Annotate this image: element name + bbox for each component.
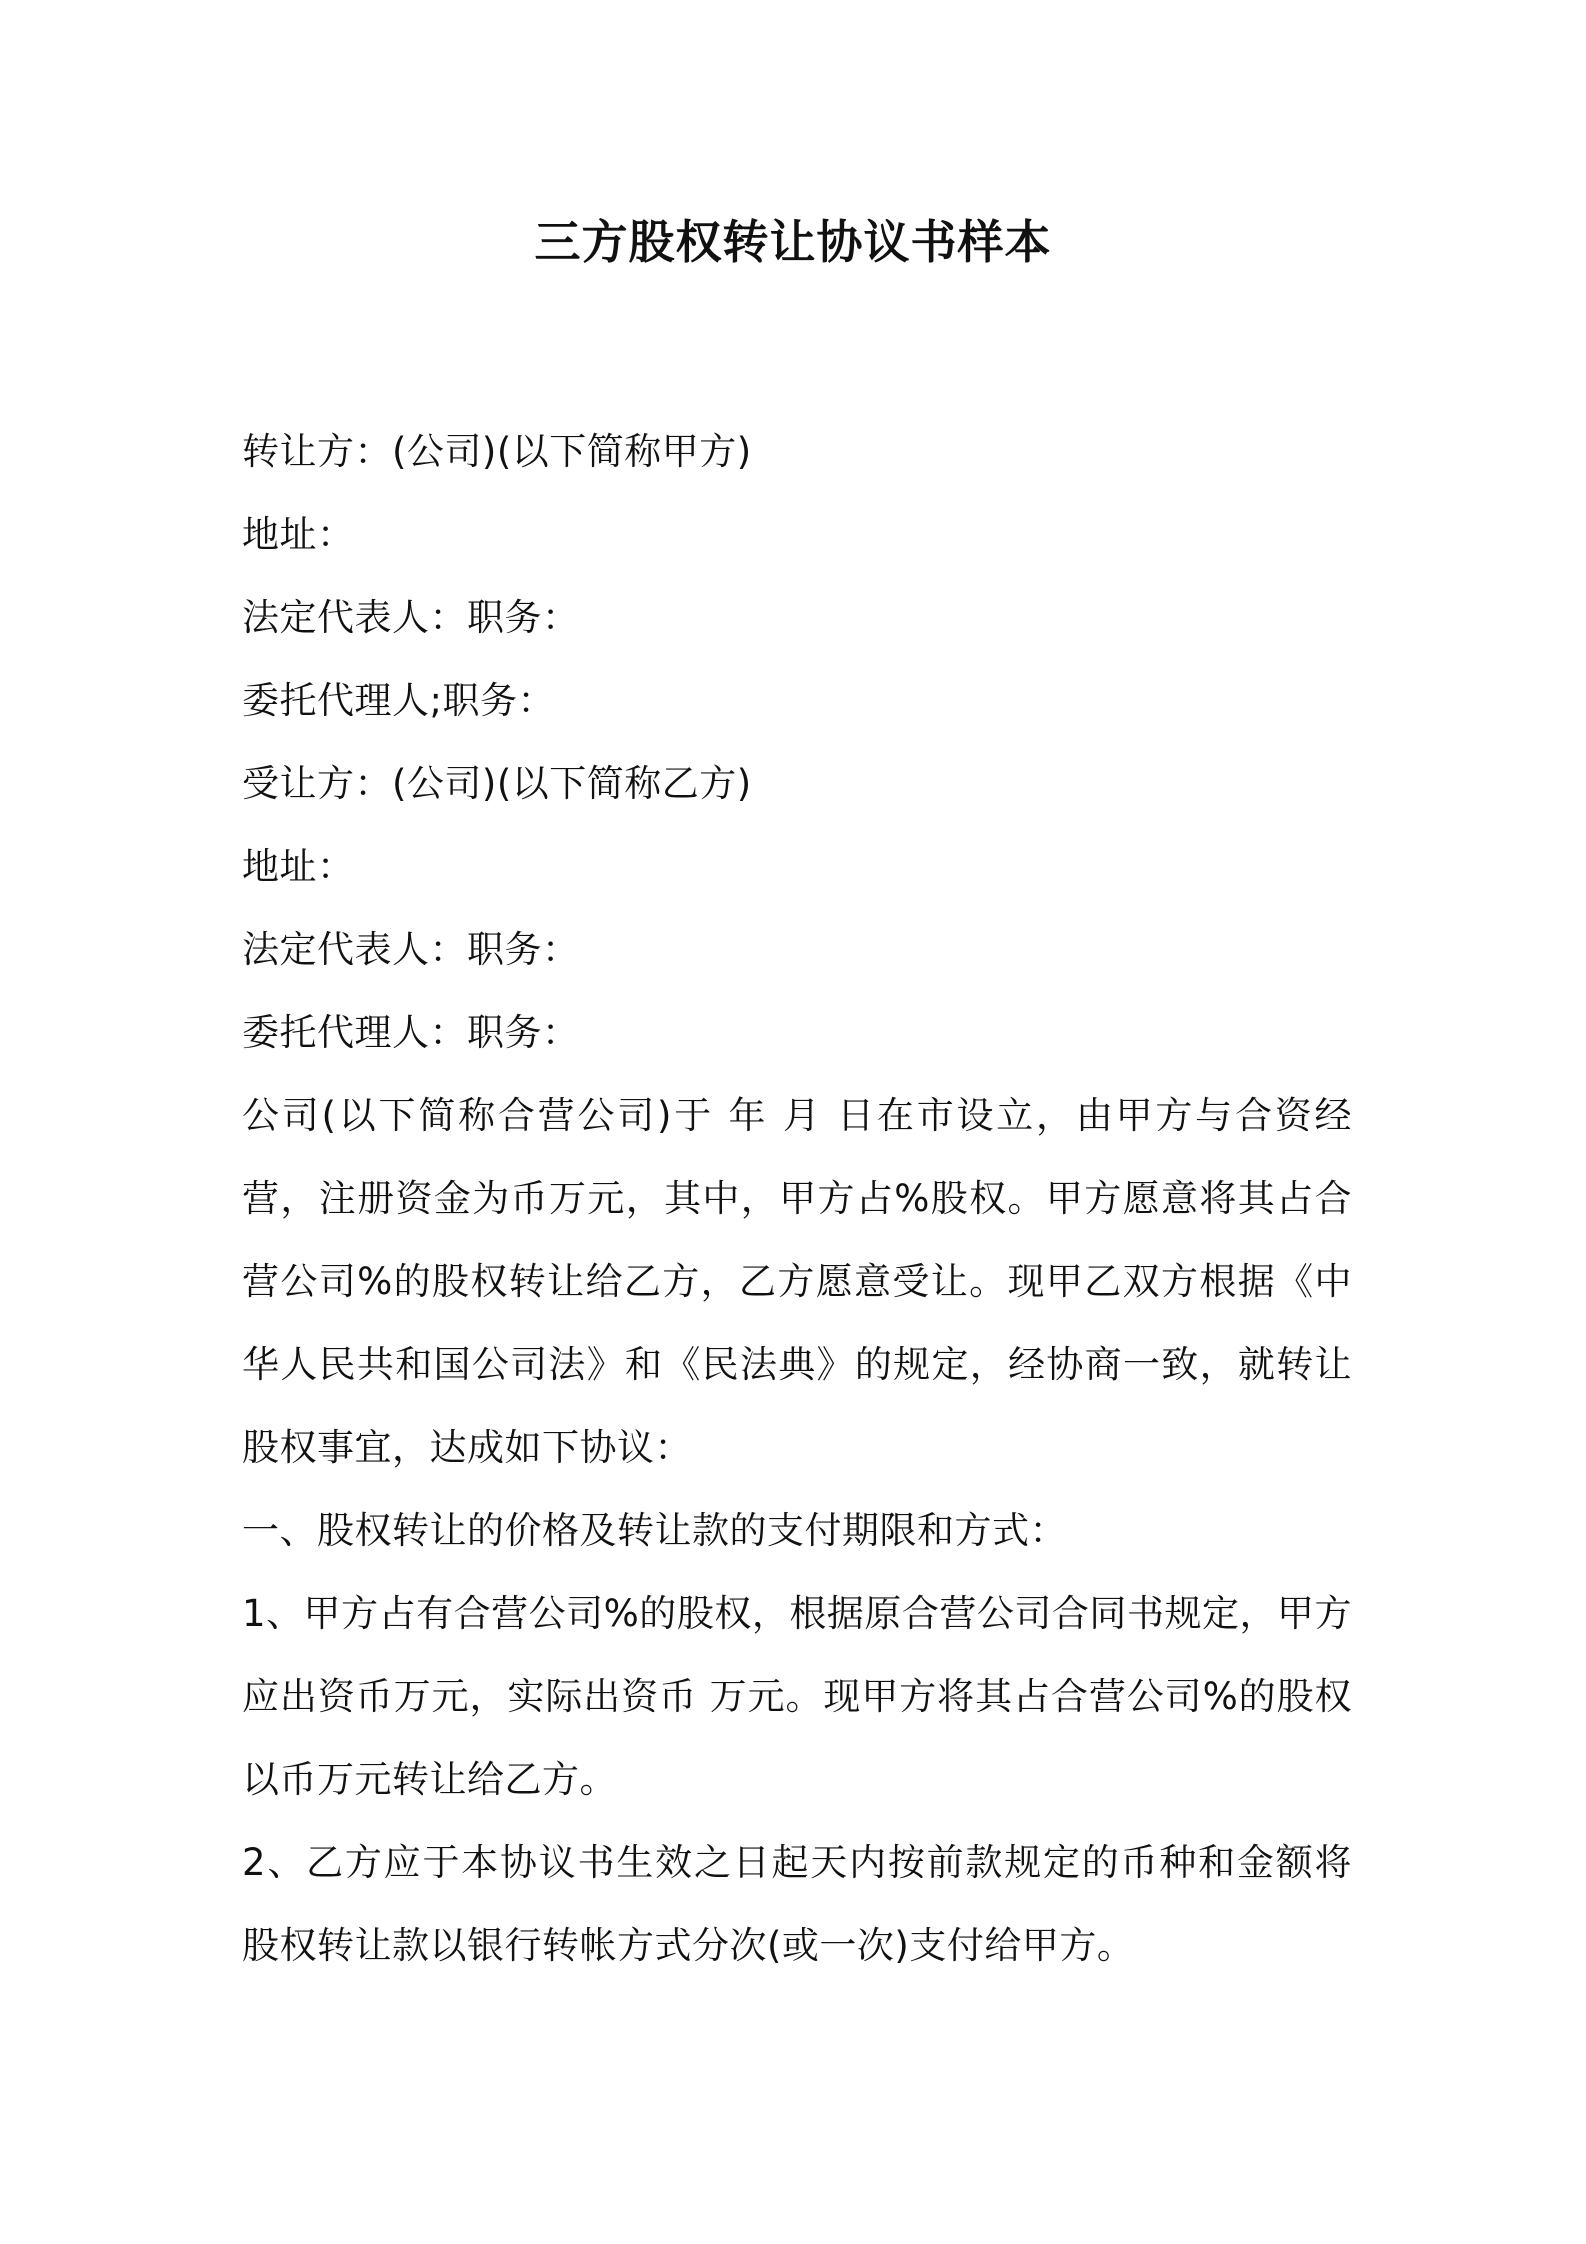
transferor-legal-rep-line: 法定代表人：职务： [242, 596, 580, 639]
clause-2-paragraph: 2、乙方应于本协议书生效之日起天内按前款规定的币种和金额将股权转让款以银行转帐方式分次(或一次)支付给甲方。 [242, 1841, 1352, 1967]
transferee-legal-rep-line: 法定代表人：职务： [242, 928, 580, 971]
transferee-line: 受让方：(公司)(以下简称乙方) [242, 762, 752, 805]
document-title: 三方股权转让协议书样本 [534, 215, 1052, 269]
transferee-agent-line: 委托代理人：职务： [242, 1011, 580, 1054]
transferee-address-line: 地址： [242, 845, 355, 888]
document-body [242, 410, 1352, 1987]
clause-1-paragraph: 1、甲方占有合营公司%的股权，根据原合营公司合同书规定，甲方应出资币万元，实际出资币 万元。现甲方将其占合营公司%的股权以币万元转让给乙方。 [242, 1592, 1352, 1801]
transferor-address-line: 地址： [242, 513, 355, 556]
section-heading: 一、股权转让的价格及转让款的支付期限和方式： [242, 1509, 1067, 1552]
intro-paragraph: 公司(以下简称合营公司)于 年 月 日在市设立，由甲方与合资经营，注册资金为币万元，其中，甲方占%股权。甲方愿意将其占合营公司%的股权转让给乙方，乙方愿意受让。现甲乙双方根据《中华人民共和国公司法》和《民法典》的规定，经协商一致，就转让股权事宜，达成如下协议： [242, 1094, 1352, 1469]
transferor-agent-line: 委托代理人;职务： [242, 679, 555, 722]
transferor-line: 转让方：(公司)(以下简称甲方) [242, 430, 752, 473]
